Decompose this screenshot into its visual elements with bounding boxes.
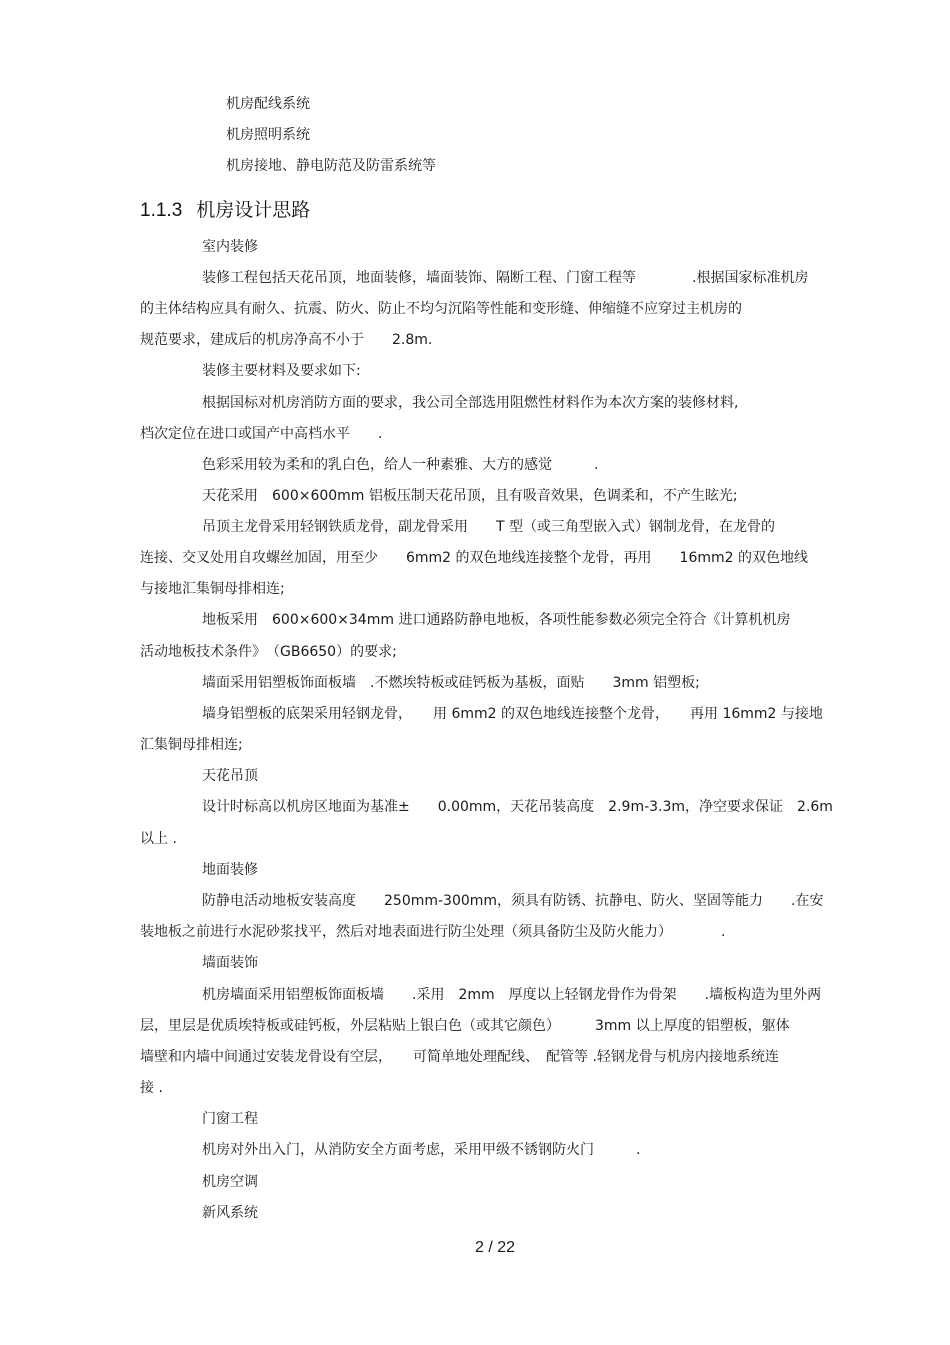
paragraph-line: 墙壁和内墙中间通过安装龙骨设有空层， 可简单地处理配线、 配管等 .轻钢龙骨与机房内接地系统连 (140, 1049, 779, 1065)
subheading: 地面装修 (202, 862, 258, 878)
paragraph-line: 根据国标对机房消防方面的要求，我公司全部选用阻燃性材料作为本次方案的装修材料, (202, 395, 739, 411)
page-number: 2 / 22 (474, 1239, 516, 1256)
list-item: 机房配线系统 (226, 96, 310, 112)
paragraph-line: 连接、交叉处用自攻螺丝加固，用至少 6mm2 的双色地线连接整个龙骨，再用 16mm2 的双色地线 (140, 550, 808, 566)
paragraph-line: 地板采用 600×600×34mm 进口通路防静电地板，各项性能参数必须完全符合《计算机机房 (202, 612, 791, 628)
paragraph-line: 装地板之前进行水泥砂浆找平，然后对地表面进行防尘处理（须具备防尘及防火能力） . (140, 924, 726, 940)
paragraph-line: 装修主要材料及要求如下: (202, 363, 361, 379)
paragraph-line: 色彩采用较为柔和的乳白色，给人一种素雅、大方的感觉 . (202, 457, 599, 473)
paragraph-line: 层，里层是优质埃特板或硅钙板，外层粘贴上银白色（或其它颜色） 3mm 以上厚度的铝塑板，躯体 (140, 1018, 790, 1034)
subheading: 机房空调 (202, 1174, 258, 1190)
paragraph-line: 汇集铜母排相连; (140, 737, 243, 753)
subheading: 新风系统 (202, 1205, 258, 1221)
paragraph-line: 防静电活动地板安装高度 250mm-300mm，须具有防锈、抗静电、防火、坚固等能力 .在安 (202, 893, 824, 909)
subheading: 天花吊顶 (202, 768, 258, 784)
subheading: 室内装修 (202, 239, 258, 255)
paragraph-line: 活动地板技术条件》 （GB6650）的要求; (140, 644, 397, 660)
paragraph-line: 与接地汇集铜母排相连; (140, 581, 285, 597)
paragraph-line: 的主体结构应具有耐久、抗震、防火、防止不均匀沉陷等性能和变形缝、伸缩缝不应穿过主机房的 (140, 301, 742, 317)
list-item: 机房照明系统 (226, 127, 310, 143)
paragraph-line: 机房对外出入门，从消防安全方面考虑，采用甲级不锈钢防火门 . (202, 1142, 641, 1158)
paragraph-line: 以上 . (140, 831, 177, 847)
paragraph-line: 规范要求，建成后的机房净高不小于 2.8m. (140, 332, 433, 348)
section-title: 机房设计思路 (196, 199, 311, 221)
paragraph-line: 接 . (140, 1080, 163, 1096)
paragraph-line: 设计时标高以机房区地面为基准± 0.00mm，天花吊装高度 2.9m-3.3m，净空要求保证 2.6m (202, 799, 833, 815)
list-item: 机房接地、静电防范及防雷系统等 (226, 158, 436, 174)
subheading: 门窗工程 (202, 1111, 258, 1127)
section-number: 1.1.3 (140, 200, 183, 221)
paragraph-line: 天花采用 600×600mm 铝板压制天花吊顶，且有吸音效果，色调柔和，不产生眩光; (202, 488, 738, 504)
paragraph-line: 墙面采用铝塑板饰面板墙 .不燃埃特板或硅钙板为基板，面贴 3mm 铝塑板; (202, 675, 700, 691)
paragraph-line: 档次定位在进口或国产中高档水平 . (140, 426, 383, 442)
subheading: 墙面装饰 (202, 955, 258, 971)
section-heading (140, 197, 310, 224)
paragraph-line: 吊顶主龙骨采用轻钢铁质龙骨，副龙骨采用 T 型（或三角型嵌入式）钢制龙骨，在龙骨的 (202, 519, 775, 535)
paragraph-line: 墙身铝塑板的底架采用轻钢龙骨， 用 6mm2 的双色地线连接整个龙骨， 再用 16mm2 与接地 (202, 706, 823, 722)
paragraph-line: 机房墙面采用铝塑板饰面板墙 .采用 2mm 厚度以上轻钢龙骨作为骨架 .墙板构造为里外两 (202, 987, 822, 1003)
paragraph-line: 装修工程包括天花吊顶，地面装修，墙面装饰、隔断工程、门窗工程等 .根据国家标准机房 (202, 270, 809, 286)
